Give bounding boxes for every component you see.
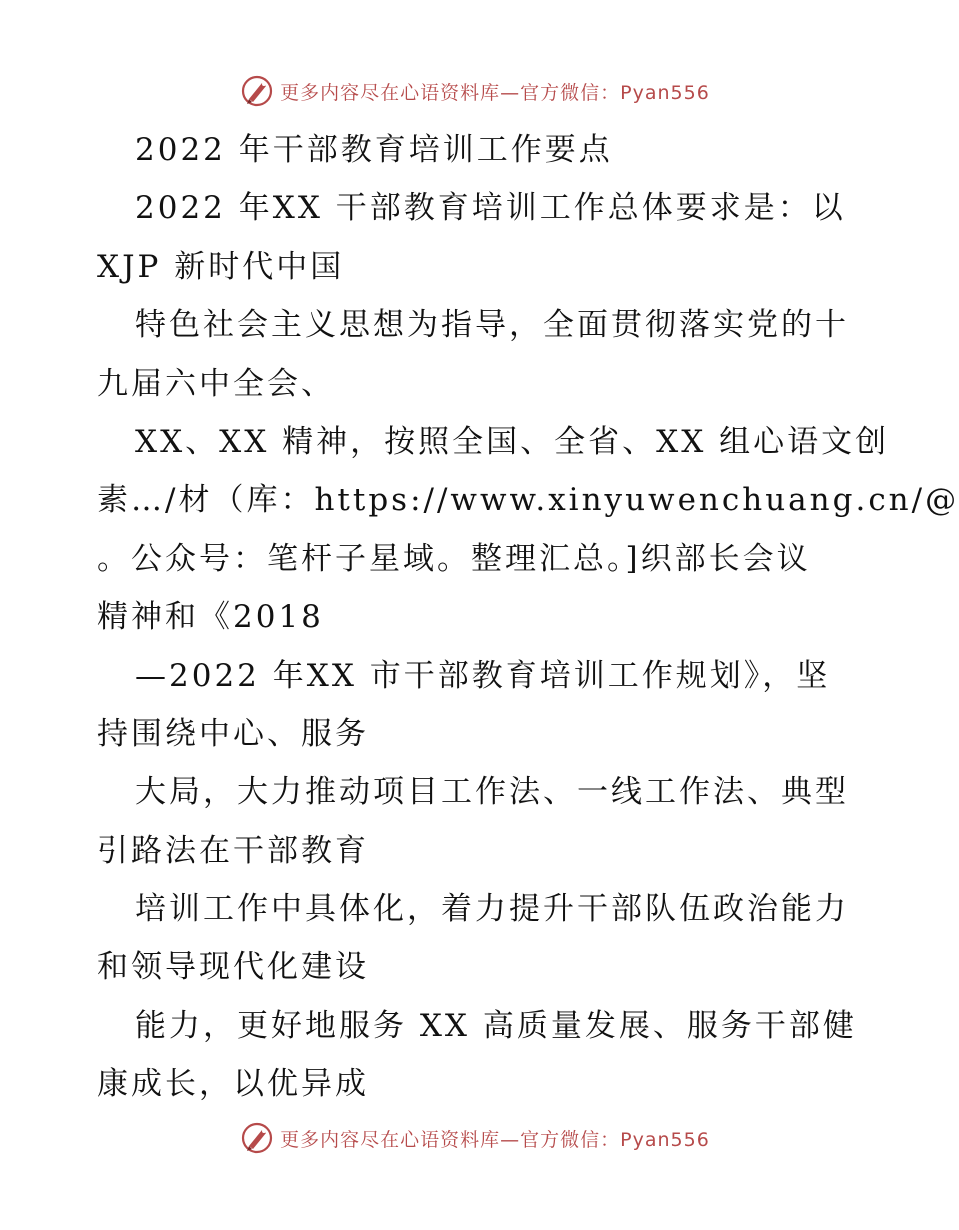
watermark-text [280,78,710,105]
text-line: —2022 年XX 市干部教育培训工作规划》，坚 [135,657,831,694]
text-line: XJP 新时代中国 [97,248,345,285]
watermark-label: 更多内容尽在心语资料库—官方微信： [280,1128,621,1151]
text-line: 引路法在干部教育 [97,832,369,869]
text-line: 培训工作中具体化，着力提升干部队伍政治能力 [135,891,849,928]
footer-watermark [0,1118,950,1158]
text-line: 精神和《2018 [97,599,324,636]
text-line: 。公众号：笔杆子星域。整理汇总。]织部长会议 [97,540,811,577]
text-line: 素…/材（库：https://www.xinyuwenchuang.cn/@ [97,482,959,519]
watermark-handle: Pyan556 [620,1128,710,1151]
watermark-handle: Pyan556 [620,81,710,104]
pen-logo-icon [240,1121,274,1155]
text-line: 康成长，以优异成 [97,1066,369,1103]
header-watermark [0,71,950,111]
text-line: 特色社会主义思想为指导，全面贯彻落实党的十 [135,307,849,344]
text-line: 九届六中全会、 [97,365,335,402]
pen-logo-icon [240,74,274,108]
text-line: 2022 年XX 干部教育培训工作总体要求是：以 [135,190,846,227]
text-line: 大局，大力推动项目工作法、一线工作法、典型 [135,774,849,811]
watermark-text [280,1125,710,1152]
text-line: XX、XX 精神，按照全国、全省、XX 组心语文创 [135,423,890,460]
watermark-label: 更多内容尽在心语资料库—官方微信： [280,81,621,104]
text-line: 2022 年干部教育培训工作要点 [135,132,613,168]
text-line: 能力，更好地服务 XX 高质量发展、服务干部健 [135,1007,857,1044]
text-line: 和领导现代化建设 [97,949,369,986]
text-line: 持围绕中心、服务 [97,715,369,752]
document-body [97,121,959,1114]
